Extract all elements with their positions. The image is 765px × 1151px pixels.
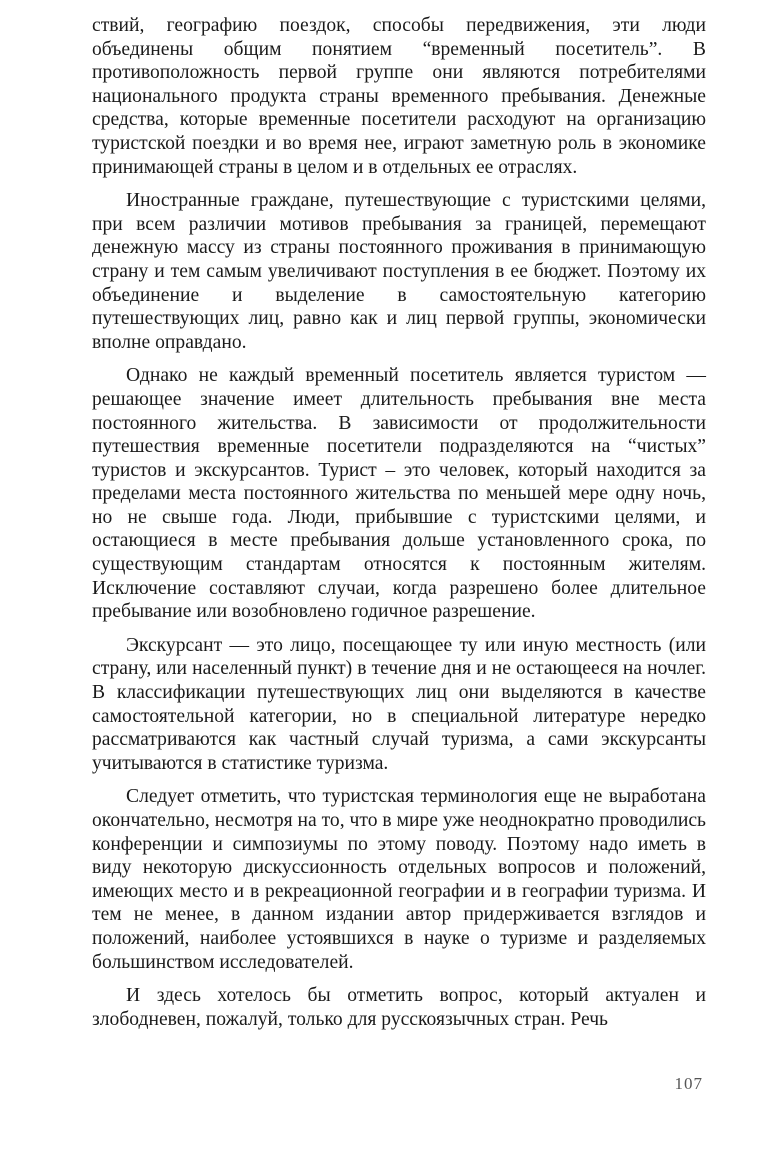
page-number: 107 — [674, 1074, 703, 1093]
paragraph-closing: И здесь хотелось бы отметить вопрос, который актуален и злободневен, пожалуй, только для русскоязычных стран. Речь — [92, 985, 706, 1030]
paragraph-terminology: Следует отметить, что туристская терминология еще не выработана окончательно, несмотря на то, что в мире уже неоднократно проводились конференции и симпозиумы по этому поводу. Поэтому надо иметь в виду некоторую дискуссионность отдельных вопросов и положений, имеющих место и в рекреационной географии и в географии туризма. И тем не менее, в данном издании автор придерживается взглядов и положений, наиболее устоявшихся в науке о туризме и разделяемых большинством исследователей. — [92, 786, 706, 973]
paragraph-tourist-definition: Однако не каждый временный посетитель является туристом — решающее значение имеет длительность пребывания вне места постоянного жительства. В зависимости от продолжительности путешествия временные посетители подразделяются на “чистых” туристов и экскурсантов. Турист – это человек, который находится за пределами места постоянного жительства по меньшей мере одну ночь, но не свыше года. Люди, прибывшие с туристскими целями, и остающиеся в месте пребывания дольше установленного срока, по существующим стандартам относятся к постоянным жителям. Исключение составляют случаи, когда разрешено более длительное пребывание или возобновлено годичное разрешение. — [92, 365, 706, 623]
paragraph-continuation: ствий, географию поездок, способы передвижения, эти люди объединены общим понятием “временный посетитель”. В противоположность первой группе они являются потребителями национального продукта страны временного пребывания. Денежные средства, которые временные посетители расходуют на организацию туристской поездки и во время нее, играют заметную роль в экономике принимающей страны в целом и в отдельных ее отраслях. — [92, 15, 706, 178]
page-body — [92, 14, 706, 1031]
paragraph-foreign-citizens: Иностранные граждане, путешествующие с туристскими целями, при всем различии мотивов пребывания за границей, перемещают денежную массу из страны постоянного проживания в принимающую страну и тем самым увеличивают поступления в ее бюджет. Поэтому их объединение и выделение в самостоятельную категорию путешествующих лиц, равно как и лиц первой группы, экономически вполне оправдано. — [92, 190, 706, 353]
paragraph-excursionist-definition: Экскурсант — это лицо, посещающее ту или иную местность (или страну, или населенный пункт) в течение дня и не остающееся на ночлег. В классификации путешествующих лиц они выделяются в качестве самостоятельной категории, но в специальной литературе нередко рассматриваются как частный случай туризма, а сами экскурсанты учитываются в статистике туризма. — [92, 634, 706, 774]
